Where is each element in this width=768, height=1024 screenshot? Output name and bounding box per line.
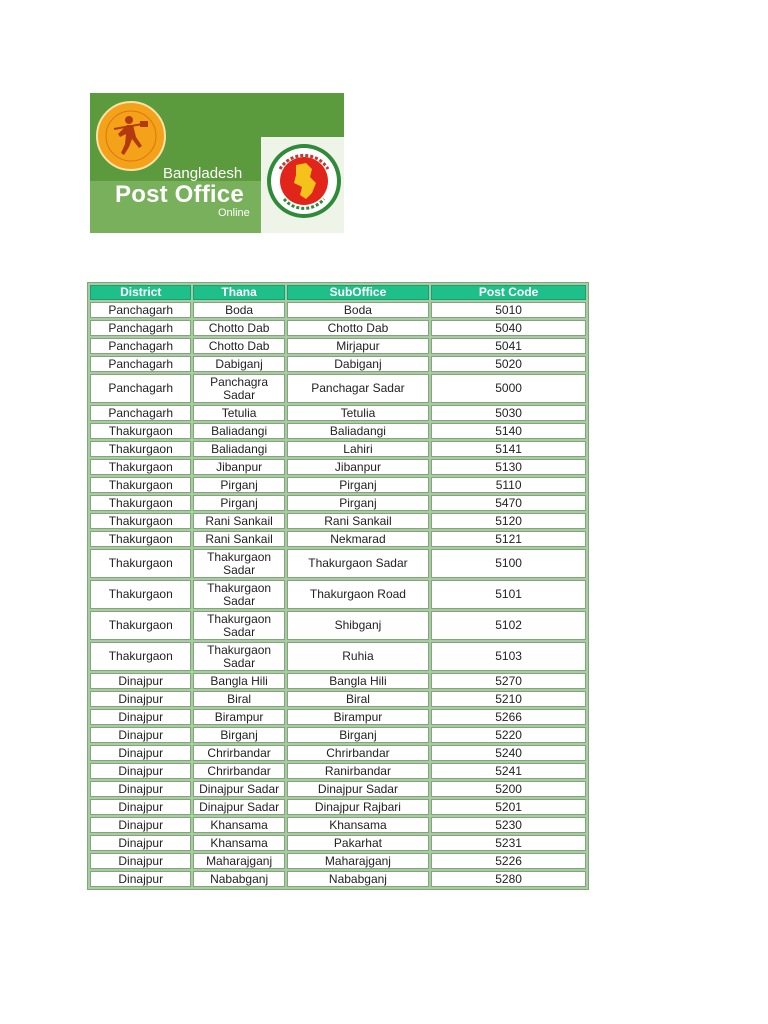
cell-post-code: 5140 xyxy=(431,423,586,439)
cell-thana: Panchagra Sadar xyxy=(193,374,284,403)
cell-post-code: 5200 xyxy=(431,781,586,797)
table-row xyxy=(90,817,586,833)
cell-thana: Birganj xyxy=(193,727,284,743)
table-row xyxy=(90,423,586,439)
table-body xyxy=(90,302,586,887)
cell-suboffice: Baliadangi xyxy=(287,423,429,439)
table-row xyxy=(90,799,586,815)
cell-thana: Thakurgaon Sadar xyxy=(193,549,284,578)
cell-district: Thakurgaon xyxy=(90,531,191,547)
cell-district: Dinajpur xyxy=(90,835,191,851)
cell-district: Dinajpur xyxy=(90,673,191,689)
cell-post-code: 5270 xyxy=(431,673,586,689)
cell-suboffice: Dinajpur Rajbari xyxy=(287,799,429,815)
header-suboffice: SubOffice xyxy=(287,285,429,300)
cell-post-code: 5020 xyxy=(431,356,586,372)
cell-post-code: 5201 xyxy=(431,799,586,815)
cell-district: Dinajpur xyxy=(90,781,191,797)
table-row xyxy=(90,580,586,609)
cell-district: Panchagarh xyxy=(90,374,191,403)
table-row xyxy=(90,302,586,318)
cell-district: Panchagarh xyxy=(90,320,191,336)
cell-post-code: 5010 xyxy=(431,302,586,318)
cell-post-code: 5240 xyxy=(431,745,586,761)
cell-suboffice: Chrirbandar xyxy=(287,745,429,761)
cell-district: Thakurgaon xyxy=(90,611,191,640)
cell-post-code: 5241 xyxy=(431,763,586,779)
cell-post-code: 5030 xyxy=(431,405,586,421)
table-row xyxy=(90,531,586,547)
cell-post-code: 5266 xyxy=(431,709,586,725)
cell-district: Thakurgaon xyxy=(90,642,191,671)
cell-suboffice: Khansama xyxy=(287,817,429,833)
cell-thana: Dinajpur Sadar xyxy=(193,799,284,815)
cell-post-code: 5231 xyxy=(431,835,586,851)
cell-post-code: 5041 xyxy=(431,338,586,354)
cell-post-code: 5000 xyxy=(431,374,586,403)
cell-post-code: 5121 xyxy=(431,531,586,547)
cell-district: Dinajpur xyxy=(90,727,191,743)
cell-post-code: 5210 xyxy=(431,691,586,707)
table-row xyxy=(90,549,586,578)
cell-thana: Baliadangi xyxy=(193,423,284,439)
header-post-code: Post Code xyxy=(431,285,586,300)
cell-district: Dinajpur xyxy=(90,817,191,833)
table-row xyxy=(90,709,586,725)
cell-post-code: 5100 xyxy=(431,549,586,578)
cell-post-code: 5470 xyxy=(431,495,586,511)
cell-district: Dinajpur xyxy=(90,853,191,869)
cell-suboffice: Pirganj xyxy=(287,477,429,493)
table-row xyxy=(90,477,586,493)
cell-suboffice: Ruhia xyxy=(287,642,429,671)
post-code-table xyxy=(87,282,589,890)
logo-text-online: Online xyxy=(218,207,250,219)
cell-post-code: 5220 xyxy=(431,727,586,743)
cell-suboffice: Thakurgaon Road xyxy=(287,580,429,609)
cell-suboffice: Nekmarad xyxy=(287,531,429,547)
cell-suboffice: Panchagar Sadar xyxy=(287,374,429,403)
cell-suboffice: Dabiganj xyxy=(287,356,429,372)
logo-text-bangladesh: Bangladesh xyxy=(163,165,243,182)
header-thana: Thana xyxy=(193,285,284,300)
cell-post-code: 5141 xyxy=(431,441,586,457)
cell-suboffice: Bangla Hili xyxy=(287,673,429,689)
cell-district: Panchagarh xyxy=(90,338,191,354)
cell-suboffice: Jibanpur xyxy=(287,459,429,475)
cell-suboffice: Biral xyxy=(287,691,429,707)
cell-district: Thakurgaon xyxy=(90,580,191,609)
cell-thana: Khansama xyxy=(193,835,284,851)
cell-district: Dinajpur xyxy=(90,799,191,815)
table-row xyxy=(90,745,586,761)
cell-district: Thakurgaon xyxy=(90,513,191,529)
cell-thana: Nababganj xyxy=(193,871,284,887)
table-row xyxy=(90,459,586,475)
cell-suboffice: Maharajganj xyxy=(287,853,429,869)
cell-post-code: 5040 xyxy=(431,320,586,336)
post-code-table-container xyxy=(87,282,589,890)
cell-thana: Chotto Dab xyxy=(193,338,284,354)
table-row xyxy=(90,673,586,689)
cell-post-code: 5226 xyxy=(431,853,586,869)
table-row xyxy=(90,374,586,403)
cell-district: Thakurgaon xyxy=(90,441,191,457)
table-row xyxy=(90,853,586,869)
table-row xyxy=(90,871,586,887)
cell-thana: Chrirbandar xyxy=(193,745,284,761)
cell-thana: Chotto Dab xyxy=(193,320,284,336)
cell-suboffice: Boda xyxy=(287,302,429,318)
table-row xyxy=(90,513,586,529)
cell-thana: Pirganj xyxy=(193,477,284,493)
cell-district: Thakurgaon xyxy=(90,549,191,578)
cell-district: Thakurgaon xyxy=(90,477,191,493)
cell-post-code: 5110 xyxy=(431,477,586,493)
cell-thana: Rani Sankail xyxy=(193,513,284,529)
cell-suboffice: Birganj xyxy=(287,727,429,743)
cell-thana: Baliadangi xyxy=(193,441,284,457)
cell-suboffice: Pakarhat xyxy=(287,835,429,851)
cell-district: Panchagarh xyxy=(90,356,191,372)
cell-post-code: 5280 xyxy=(431,871,586,887)
header-district: District xyxy=(90,285,191,300)
cell-suboffice: Nababganj xyxy=(287,871,429,887)
table-row xyxy=(90,405,586,421)
cell-thana: Chrirbandar xyxy=(193,763,284,779)
table-row xyxy=(90,727,586,743)
table-row xyxy=(90,356,586,372)
cell-post-code: 5101 xyxy=(431,580,586,609)
cell-suboffice: Ranirbandar xyxy=(287,763,429,779)
logo-text-post-office: Post Office xyxy=(115,181,244,208)
cell-district: Dinajpur xyxy=(90,745,191,761)
cell-thana: Boda xyxy=(193,302,284,318)
cell-suboffice: Mirjapur xyxy=(287,338,429,354)
cell-post-code: 5103 xyxy=(431,642,586,671)
cell-district: Dinajpur xyxy=(90,691,191,707)
cell-district: Dinajpur xyxy=(90,763,191,779)
table-row xyxy=(90,763,586,779)
cell-thana: Pirganj xyxy=(193,495,284,511)
cell-suboffice: Shibganj xyxy=(287,611,429,640)
cell-suboffice: Birampur xyxy=(287,709,429,725)
cell-suboffice: Dinajpur Sadar xyxy=(287,781,429,797)
cell-thana: Rani Sankail xyxy=(193,531,284,547)
cell-post-code: 5130 xyxy=(431,459,586,475)
cell-post-code: 5102 xyxy=(431,611,586,640)
cell-thana: Bangla Hili xyxy=(193,673,284,689)
cell-suboffice: Thakurgaon Sadar xyxy=(287,549,429,578)
table-row xyxy=(90,441,586,457)
cell-district: Panchagarh xyxy=(90,302,191,318)
cell-post-code: 5230 xyxy=(431,817,586,833)
cell-thana: Thakurgaon Sadar xyxy=(193,580,284,609)
table-row xyxy=(90,320,586,336)
cell-district: Panchagarh xyxy=(90,405,191,421)
cell-thana: Dinajpur Sadar xyxy=(193,781,284,797)
cell-district: Thakurgaon xyxy=(90,459,191,475)
cell-suboffice: Rani Sankail xyxy=(287,513,429,529)
cell-district: Thakurgaon xyxy=(90,495,191,511)
cell-suboffice: Tetulia xyxy=(287,405,429,421)
cell-thana: Birampur xyxy=(193,709,284,725)
logo-right-band xyxy=(261,93,344,137)
cell-thana: Khansama xyxy=(193,817,284,833)
cell-thana: Jibanpur xyxy=(193,459,284,475)
table-row xyxy=(90,338,586,354)
cell-suboffice: Chotto Dab xyxy=(287,320,429,336)
cell-post-code: 5120 xyxy=(431,513,586,529)
cell-thana: Dabiganj xyxy=(193,356,284,372)
government-seal-icon xyxy=(266,143,342,219)
table-row xyxy=(90,781,586,797)
postal-emblem-icon xyxy=(96,101,166,171)
cell-district: Dinajpur xyxy=(90,871,191,887)
cell-thana: Biral xyxy=(193,691,284,707)
table-row xyxy=(90,611,586,640)
table-row xyxy=(90,691,586,707)
cell-suboffice: Lahiri xyxy=(287,441,429,457)
cell-thana: Tetulia xyxy=(193,405,284,421)
table-header-row xyxy=(90,285,586,300)
cell-suboffice: Pirganj xyxy=(287,495,429,511)
cell-district: Thakurgaon xyxy=(90,423,191,439)
table-row xyxy=(90,835,586,851)
cell-thana: Thakurgaon Sadar xyxy=(193,642,284,671)
table-row xyxy=(90,495,586,511)
cell-district: Dinajpur xyxy=(90,709,191,725)
cell-thana: Thakurgaon Sadar xyxy=(193,611,284,640)
table-row xyxy=(90,642,586,671)
bangladesh-post-office-logo xyxy=(90,93,344,233)
cell-thana: Maharajganj xyxy=(193,853,284,869)
